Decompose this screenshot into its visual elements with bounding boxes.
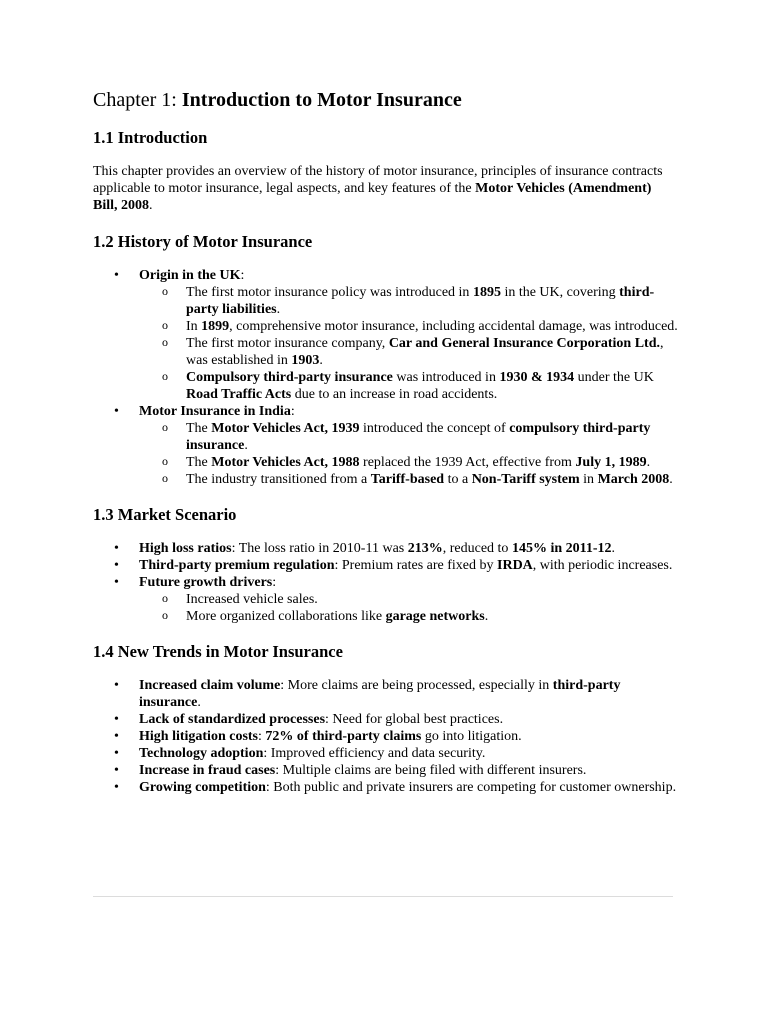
list-item: • High litigation costs: 72% of third-party claims go into litigation.	[93, 728, 678, 745]
sub-list-item: o Compulsory third-party insurance was introduced in 1930 & 1934 under the UK Road Traffic Acts due to an increase in road accidents.	[139, 369, 678, 403]
intro-paragraph: This chapter provides an overview of the history of motor insurance, principles of insurance contracts applicable to motor insurance, legal aspects, and key features of the Motor Vehicles (Amendment) Bill, 2008.	[93, 164, 663, 213]
sub-list-item: o The first motor insurance policy was introduced in 1895 in the UK, covering third-party liabilities.	[139, 284, 678, 318]
history-list	[93, 267, 678, 488]
section-heading-history: 1.2 History of Motor Insurance	[93, 232, 313, 251]
market-list	[93, 540, 678, 625]
section-heading-market: 1.3 Market Scenario	[93, 505, 237, 524]
sub-list-item: o The first motor insurance company, Car and General Insurance Corporation Ltd., was established in 1903.	[139, 335, 678, 369]
sub-list	[139, 284, 678, 403]
list-item: • Technology adoption: Improved efficiency and data security.	[93, 745, 678, 762]
list-item: • High loss ratios: The loss ratio in 2010-11 was 213%, reduced to 145% in 2011-12.	[93, 540, 678, 557]
list-item: • Future growth drivers: o Increased vehicle sales. o More organized collaborations like garage networks.	[93, 574, 678, 625]
list-item: • Increase in fraud cases: Multiple claims are being filed with different insurers.	[93, 762, 678, 779]
trends-list	[93, 677, 678, 796]
horizontal-divider	[93, 896, 673, 897]
sub-list-item: o The industry transitioned from a Tariff-based to a Non-Tariff system in March 2008.	[139, 471, 678, 488]
sub-list-item: o The Motor Vehicles Act, 1988 replaced the 1939 Act, effective from July 1, 1989.	[139, 454, 678, 471]
list-item: • Third-party premium regulation: Premium rates are fixed by IRDA, with periodic increases.	[93, 557, 678, 574]
chapter-title	[93, 86, 678, 114]
list-item: • Motor Insurance in India: o The Motor Vehicles Act, 1939 introduced the concept of compulsory third-party insurance. o The Motor Vehicles Act, 1988 replaced the 1939 Act, effective from July 1, 1989. o The industry transitioned from a Tariff-based to a Non-Tariff system in March 2008.	[93, 403, 678, 488]
list-item: • Growing competition: Both public and private insurers are competing for customer ownership.	[93, 779, 678, 796]
document-page	[93, 86, 678, 796]
section-heading-trends: 1.4 New Trends in Motor Insurance	[93, 642, 343, 661]
list-item: • Lack of standardized processes: Need for global best practices.	[93, 711, 678, 728]
sub-list-item: o The Motor Vehicles Act, 1939 introduced the concept of compulsory third-party insurance.	[139, 420, 678, 454]
sub-list-item: o More organized collaborations like garage networks.	[139, 608, 678, 625]
chapter-title-text: Introduction to Motor Insurance	[181, 89, 462, 111]
sub-list-item: o Increased vehicle sales.	[139, 591, 678, 608]
chapter-prefix: Chapter 1:	[93, 89, 182, 111]
sub-list	[139, 420, 678, 488]
list-item: • Origin in the UK: o The first motor insurance policy was introduced in 1895 in the UK, covering third-party liabilities. o In 1899, comprehensive motor insurance, including accidental damage, was introduced. o The first motor insurance company, Car and General Insurance Corporation Ltd., was established in 1903. o Compulsory third-party insurance was introduced in 1930 & 1934 under the UK Road Traffic Acts due to an increase in road accidents.	[93, 267, 678, 403]
list-item: • Increased claim volume: More claims are being processed, especially in third-party insurance.	[93, 677, 678, 711]
sub-list	[139, 591, 678, 625]
section-heading-introduction: 1.1 Introduction	[93, 128, 208, 147]
sub-list-item: o In 1899, comprehensive motor insurance, including accidental damage, was introduced.	[139, 318, 678, 335]
